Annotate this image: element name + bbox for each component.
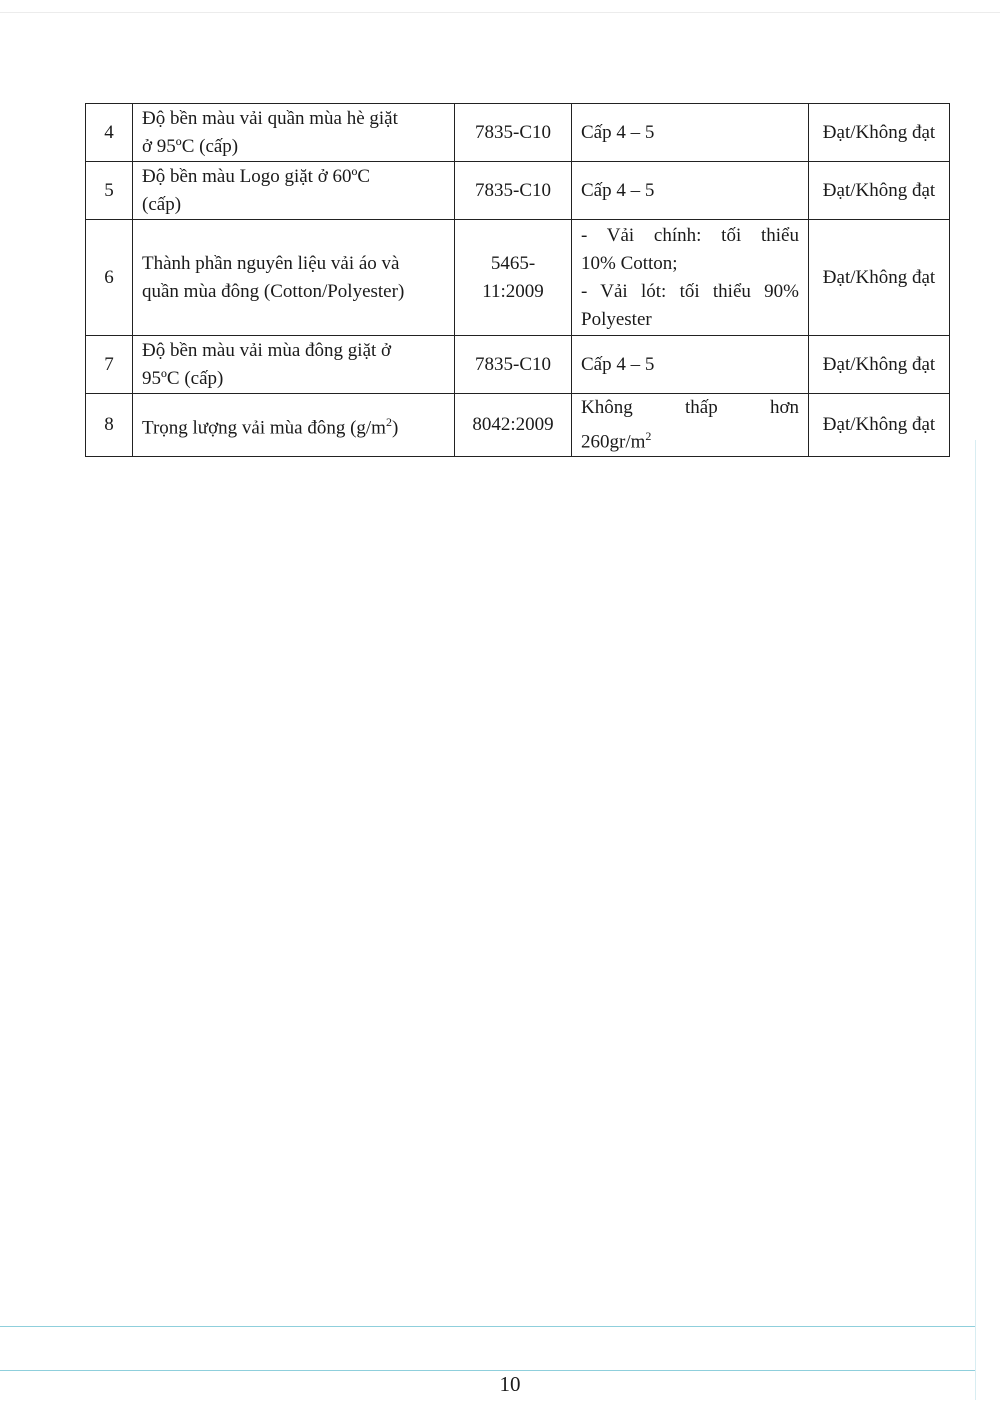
table-row: [86, 394, 950, 457]
table-row: [86, 336, 950, 394]
criterion-line: 95ºC (cấp): [142, 367, 224, 389]
table-row: [86, 104, 950, 162]
standard-cell: [455, 220, 572, 336]
standard-cell: [455, 336, 572, 394]
standard-line: 7835-C10: [475, 353, 551, 375]
page-top-edge: [0, 12, 1000, 13]
requirement-cell: [572, 394, 809, 457]
superscript: 2: [385, 415, 392, 429]
requirement-line: - Vải chính: tối thiểu: [581, 224, 799, 246]
result-cell: Đạt/Không đạt: [809, 220, 950, 336]
criterion-cell: [133, 104, 455, 162]
criterion-line: (cấp): [142, 193, 182, 215]
requirement-cell: [572, 336, 809, 394]
criterion-line: Độ bền màu Logo giặt ở 60ºC: [142, 165, 371, 187]
criterion-cell: [133, 162, 455, 220]
requirement-cell: [572, 162, 809, 220]
result-cell: Đạt/Không đạt: [809, 162, 950, 220]
criterion-cell: [133, 394, 455, 457]
criterion-line: Độ bền màu vải mùa đông giặt ở: [142, 339, 392, 361]
criterion-cell: [133, 220, 455, 336]
table-row: [86, 162, 950, 220]
footer-divider: [0, 1326, 975, 1327]
requirement-line: Polyester: [581, 308, 652, 330]
standard-line: 8042:2009: [472, 414, 554, 436]
requirement-line: Không thấp hơn: [581, 397, 799, 418]
criterion-cell: [133, 336, 455, 394]
criterion-text-end: ): [391, 417, 399, 439]
standard-line: 5465-: [490, 252, 536, 274]
result-cell: Đạt/Không đạt: [809, 394, 950, 457]
criterion-line: Thành phần nguyên liệu vải áo và: [142, 252, 400, 274]
standard-line: 11:2009: [482, 280, 544, 302]
requirement-line: 10% Cotton;: [581, 252, 678, 274]
requirement-line: - Vải lót: tối thiểu 90%: [581, 280, 799, 302]
requirement-line: Cấp 4 – 5: [581, 121, 655, 143]
row-number: 7: [86, 336, 133, 394]
spec-table: [85, 103, 950, 457]
page-right-edge: [975, 440, 976, 1400]
row-number: 8: [86, 394, 133, 457]
requirement-cell: [572, 220, 809, 336]
standard-cell: [455, 104, 572, 162]
criterion-text: Trọng lượng vải mùa đông (g/m: [142, 417, 386, 439]
requirement-line: Cấp 4 – 5: [581, 353, 655, 375]
standard-line: 7835-C10: [475, 179, 551, 201]
standard-cell: [455, 162, 572, 220]
criterion-line: quần mùa đông (Cotton/Polyester): [142, 280, 405, 302]
requirement-text: 260gr/m: [581, 431, 646, 453]
criterion-line: Độ bền màu vải quần mùa hè giặt: [142, 107, 398, 129]
standard-line: 7835-C10: [475, 121, 551, 143]
page-number: 10: [499, 1372, 521, 1396]
standard-cell: [455, 394, 572, 457]
result-cell: Đạt/Không đạt: [809, 336, 950, 394]
requirement-line: Cấp 4 – 5: [581, 179, 655, 201]
row-number: 6: [86, 220, 133, 336]
criterion-line: ở 95ºC (cấp): [142, 135, 239, 157]
result-cell: Đạt/Không đạt: [809, 104, 950, 162]
requirement-cell: [572, 104, 809, 162]
row-number: 4: [86, 104, 133, 162]
table-row: [86, 220, 950, 336]
requirement-line: [581, 422, 799, 456]
superscript: 2: [645, 429, 652, 443]
row-number: 5: [86, 162, 133, 220]
